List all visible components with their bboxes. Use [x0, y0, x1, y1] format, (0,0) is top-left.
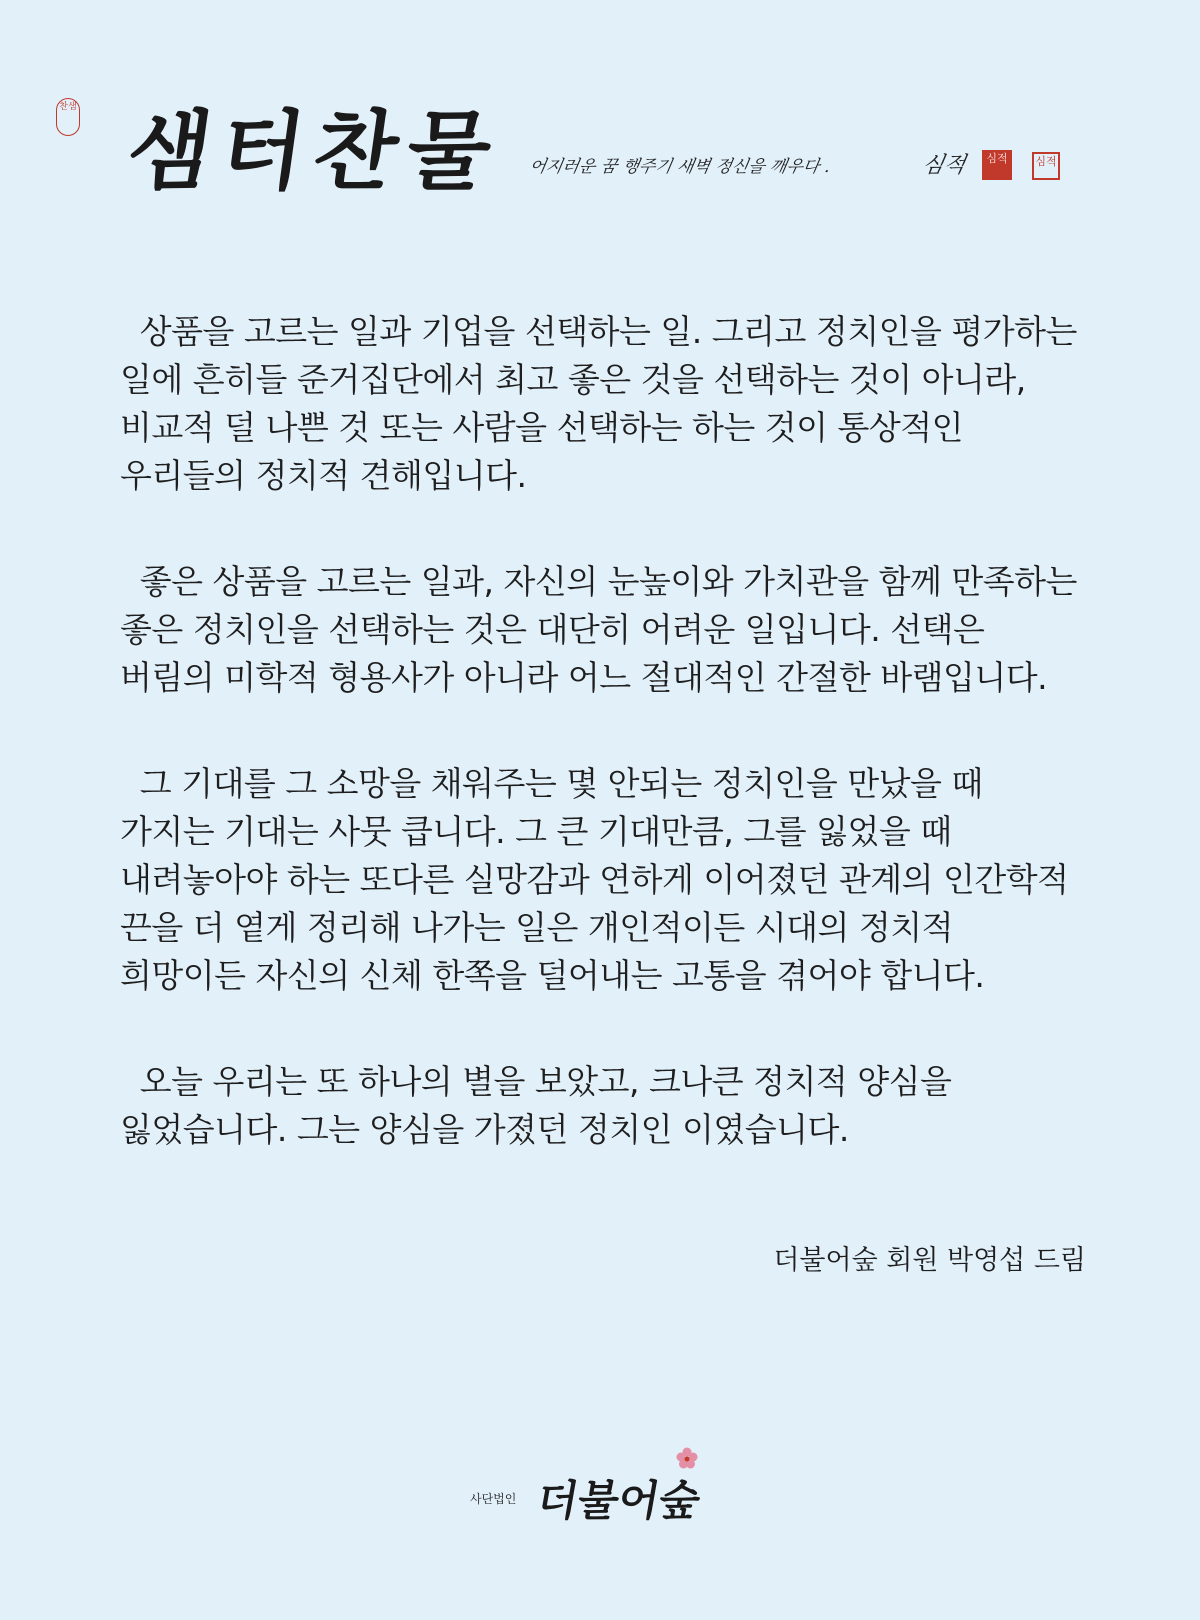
paragraph-1: 상품을 고르는 일과 기업을 선택하는 일. 그리고 정치인을 평가하는 일에 흔히들 준거집단에서 최고 좋은 것을 선택하는 것이 아니라, 비교적 덜 나쁜 것 또는 사람을 선택하는 하는 것이 통상적인 우리들의 정치적 견해입니다.: [120, 312, 1077, 495]
red-seal-stamp: 심적: [982, 150, 1012, 180]
motto-text: 어지러운 꿈 행주기 새벽 정신을 깨우다 .: [527, 157, 832, 177]
calligrapher-signature: 심적: [920, 153, 968, 178]
paragraph-4: 오늘 우리는 또 하나의 별을 보았고, 크나큰 정치적 양심을 잃었습니다. 그는 양심을 가졌던 정치인 이였습니다.: [120, 1062, 952, 1149]
author-sign-off: 더불어숲 회원 박영섭 드림: [773, 1245, 1086, 1276]
article-body: [120, 308, 1080, 1212]
tiny-seal-stamp: 찬샘: [56, 98, 80, 136]
paragraph-2: 좋은 상품을 고르는 일과, 자신의 눈높이와 가치관을 함께 만족하는 좋은 정치인을 선택하는 것은 대단히 어려운 일입니다. 선택은 버림의 미학적 형용사가 아니라 어느 절대적인 간절한 바램입니다.: [120, 562, 1077, 697]
header-calligraphy: [50, 92, 1160, 212]
page-title: 샘터찬물: [120, 101, 508, 202]
outline-seal-stamp: 심적: [1032, 152, 1060, 180]
organization-logo: [470, 1460, 730, 1530]
paragraph-3: 그 기대를 그 소망을 채워주는 몇 안되는 정치인을 만났을 때 가지는 기대는 사뭇 큽니다. 그 큰 기대만큼, 그를 잃었을 때 내려놓아야 하는 또다른 실망감과 연하게 이어졌던 관계의 인간학적 끈을 더 옅게 정리해 나가는 일은 개인적이든 시대의 정치적 희망이든 자신의 신체 한쪽을 덜어내는 고통을 겪어야 합니다.: [120, 764, 1069, 995]
org-name-logo: 더불어숲: [533, 1476, 705, 1525]
org-type-label: 사단법인: [470, 1492, 517, 1506]
flower-icon: [675, 1446, 699, 1470]
